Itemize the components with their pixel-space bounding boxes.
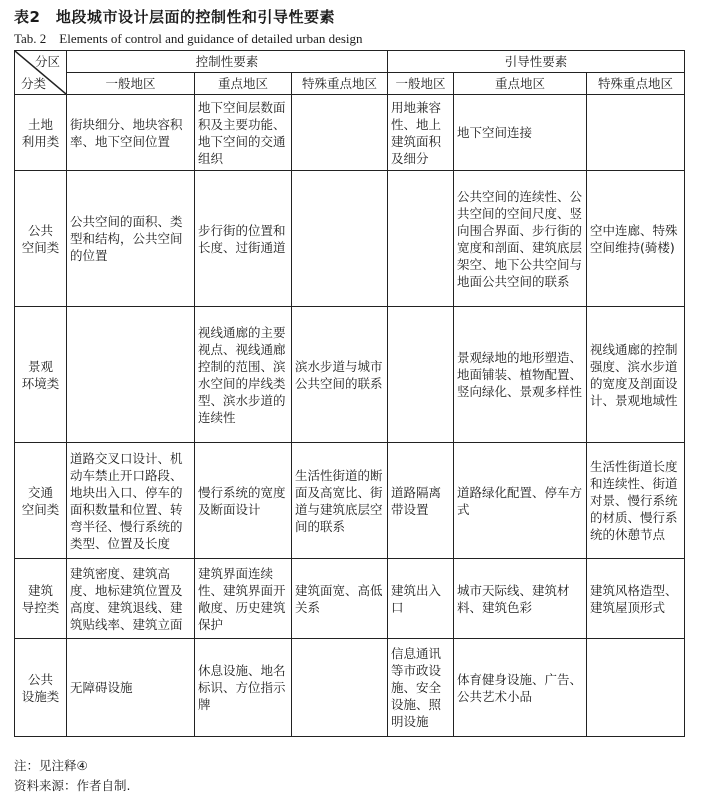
table-row bbox=[15, 171, 685, 307]
table-row bbox=[15, 95, 685, 171]
table-cell bbox=[587, 639, 685, 737]
table-cell: 地下空间层数面积及主要功能、地下空间的交通组织 bbox=[195, 95, 292, 171]
table-title-english: Tab. 2 Elements of control and guidance of detailed urban design bbox=[14, 31, 363, 46]
table-note: 注：见注释④ bbox=[14, 758, 88, 773]
table-cell: 地下空间连接 bbox=[454, 95, 587, 171]
table-cell: 步行街的位置和长度、过街通道 bbox=[195, 171, 292, 307]
table-cell: 公共空间的面积、类型和结构，公共空间的位置 bbox=[67, 171, 195, 307]
table-row bbox=[15, 559, 685, 639]
corner-category-label: 分类 bbox=[21, 76, 47, 91]
table-cell: 建筑风格造型、建筑屋顶形式 bbox=[587, 559, 685, 639]
table-cell: 视线通廊的主要视点、视线通廊控制的范围、滨水空间的岸线类型、滨水步道的连续性 bbox=[195, 307, 292, 443]
table-cell: 道路绿化配置、停车方式 bbox=[454, 443, 587, 559]
table-cell: 休息设施、地名标识、方位指示牌 bbox=[195, 639, 292, 737]
table-cell: 街块细分、地块容积率、地下空间位置 bbox=[67, 95, 195, 171]
table-row bbox=[15, 639, 685, 737]
subheader-cell: 特殊重点地区 bbox=[292, 73, 388, 95]
corner-zone-label: 分区 bbox=[34, 54, 60, 69]
table-cell: 公共空间的连续性、公共空间的空间尺度、竖向围合界面、步行街的宽度和剖面、建筑底层架空、地下公共空间与地面公共空间的联系 bbox=[454, 171, 587, 307]
table-cell bbox=[587, 95, 685, 171]
control-header: 控制性要素 bbox=[67, 51, 388, 73]
subheader-cell: 一般地区 bbox=[388, 73, 454, 95]
table-cell bbox=[67, 307, 195, 443]
table-title: 表2 地段城市设计层面的控制性和引导性要素 bbox=[14, 8, 335, 26]
table-cell: 信息通讯等市政设施、安全设施、照明设施 bbox=[388, 639, 454, 737]
row-category: 交通 空间类 bbox=[15, 443, 67, 559]
row-category: 土地 利用类 bbox=[15, 95, 67, 171]
row-category: 景观 环境类 bbox=[15, 307, 67, 443]
table-cell: 建筑密度、建筑高度、地标建筑位置及高度、建筑退线、建筑贴线率、建筑立面 bbox=[67, 559, 195, 639]
table-cell bbox=[292, 171, 388, 307]
corner-header bbox=[15, 51, 67, 95]
table-cell: 道路交叉口设计、机动车禁止开口路段、地块出入口、停车的面积数量和位置、转弯半径、慢行系统的类型、位置及长度 bbox=[67, 443, 195, 559]
row-category: 建筑 导控类 bbox=[15, 559, 67, 639]
row-category: 公共 空间类 bbox=[15, 171, 67, 307]
elements-table bbox=[14, 50, 685, 737]
table-cell: 生活性街道的断面及高宽比、街道与建筑底层空间的联系 bbox=[292, 443, 388, 559]
subheader-cell: 一般地区 bbox=[67, 73, 195, 95]
table-row bbox=[15, 307, 685, 443]
table-cell: 用地兼容性、地上建筑面积及细分 bbox=[388, 95, 454, 171]
table-cell: 无障碍设施 bbox=[67, 639, 195, 737]
table-cell: 建筑界面连续性、建筑界面开敞度、历史建筑保护 bbox=[195, 559, 292, 639]
guide-header: 引导性要素 bbox=[388, 51, 685, 73]
table-source: 资料来源：作者自制. bbox=[14, 778, 131, 793]
row-category: 公共 设施类 bbox=[15, 639, 67, 737]
table-cell bbox=[388, 307, 454, 443]
table-cell bbox=[388, 171, 454, 307]
table-row bbox=[15, 443, 685, 559]
table-cell: 视线通廊的控制强度、滨水步道的宽度及剖面设计、景观地域性 bbox=[587, 307, 685, 443]
table-cell bbox=[292, 639, 388, 737]
table-cell: 滨水步道与城市公共空间的联系 bbox=[292, 307, 388, 443]
table-cell: 道路隔离带设置 bbox=[388, 443, 454, 559]
table-cell bbox=[292, 95, 388, 171]
subheader-cell: 特殊重点地区 bbox=[587, 73, 685, 95]
subheader-cell: 重点地区 bbox=[195, 73, 292, 95]
table-cell: 体育健身设施、广告、公共艺术小品 bbox=[454, 639, 587, 737]
table-cell: 空中连廊、特殊空间维持(骑楼) bbox=[587, 171, 685, 307]
table-cell: 慢行系统的宽度及断面设计 bbox=[195, 443, 292, 559]
table-cell: 生活性街道长度和连续性、街道对景、慢行系统的材质、慢行系统的休憩节点 bbox=[587, 443, 685, 559]
table-cell: 景观绿地的地形塑造、地面铺装、植物配置、竖向绿化、景观多样性 bbox=[454, 307, 587, 443]
table-cell: 建筑面宽、高低关系 bbox=[292, 559, 388, 639]
subheader-cell: 重点地区 bbox=[454, 73, 587, 95]
table-cell: 建筑出入口 bbox=[388, 559, 454, 639]
table-cell: 城市天际线、建筑材料、建筑色彩 bbox=[454, 559, 587, 639]
